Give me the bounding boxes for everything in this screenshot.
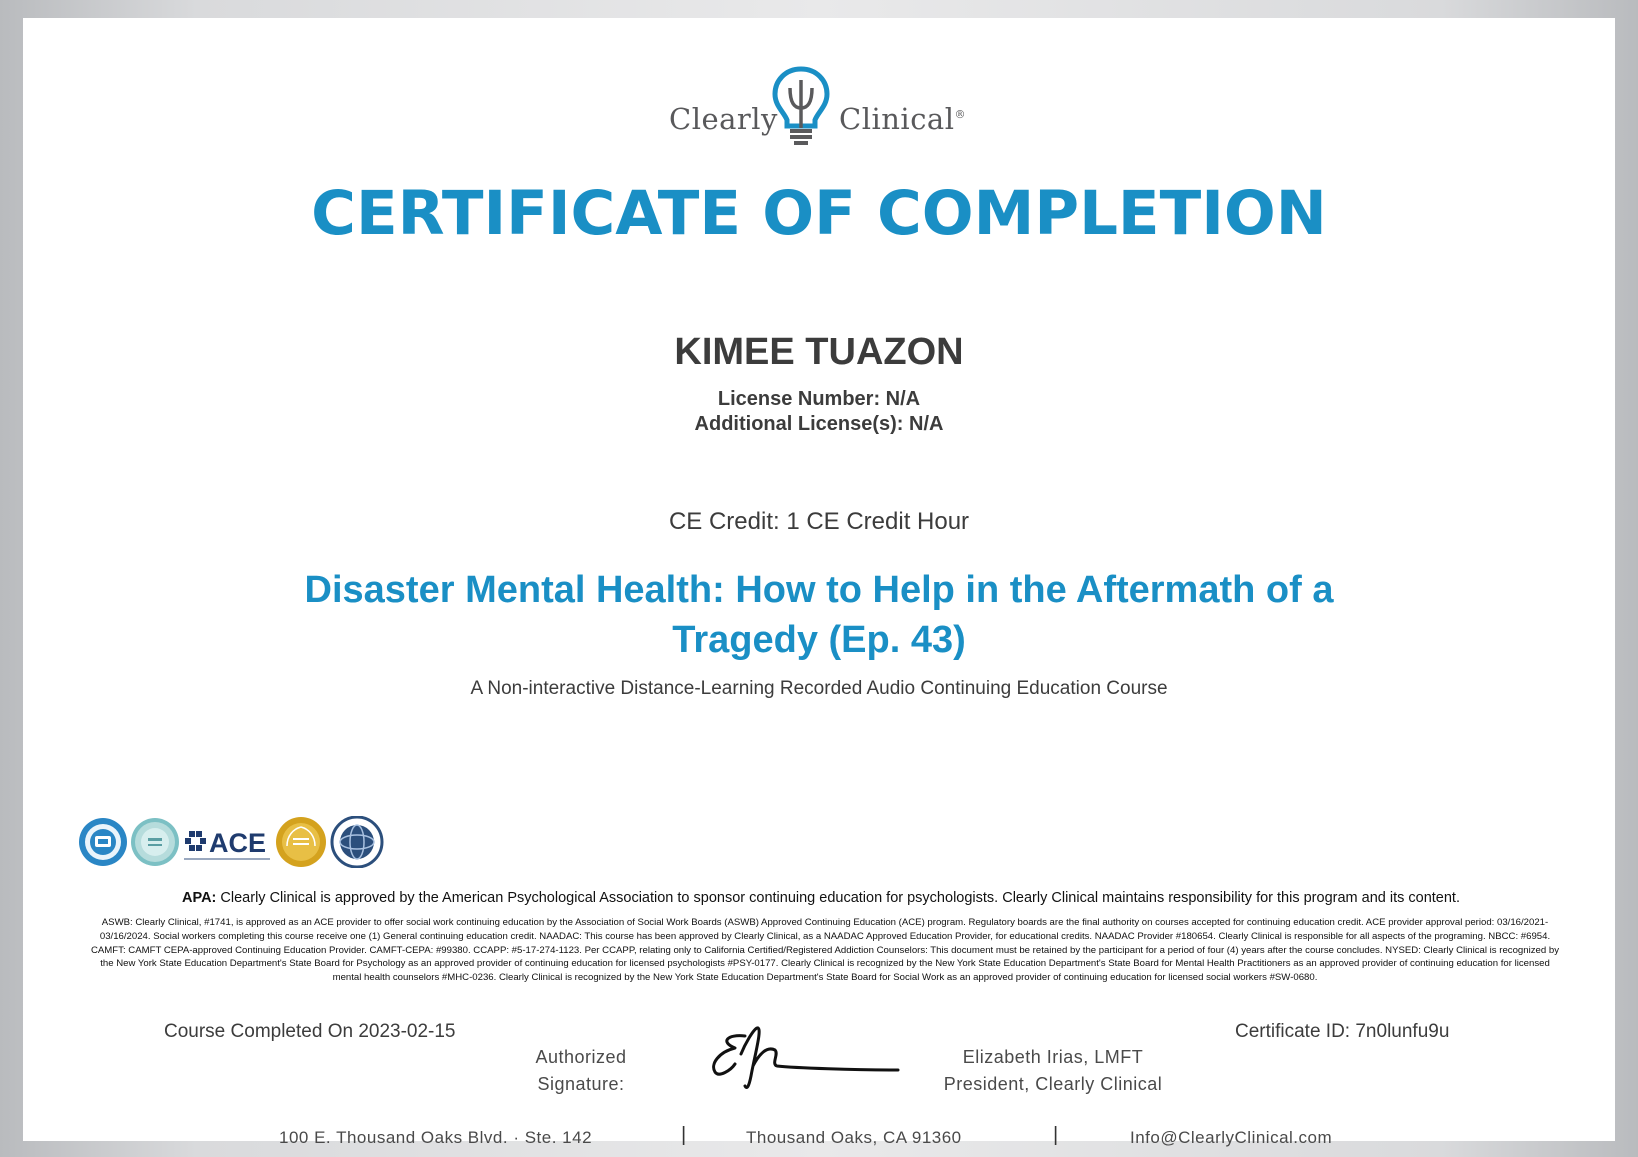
course-subtitle: A Non-interactive Distance-Learning Recorded Audio Continuing Education Course xyxy=(470,678,1168,699)
accreditation-fine-print: ASWB: Clearly Clinical, #1741, is approved as an ACE provider to offer social work continuing education by the Association of Social Work Boards (ASWB) Approved Continuing Education (ACE) program. Regulatory boards are the final authority on courses accepted for continuing education credit. ACE provider approval period: 03/16/2021-03/16/2024. Social workers completing this course receive one (1) General continuing education credit. NAADAC: This course has been approved by Clearly Clinical, as a NAADAC Approved Education Provider, for educational credits. NAADAC Provider #180654. Clearly Clinical is responsible for all aspects of the programing. NBCC: #6954. CAMFT: CAMFT CEPA-approved Continuing Education Provider. CAMFT-CEPA: #99380. CCAPP: #5-17-274-1123. Per CCAPP, relating only to California Certified/Registered Addiction Counselors: This document must be retained by the participant for a period of four (4) years after the course concludes. NYSED: Clearly Clinical is recognized by the New York State Education Department's State Board for Psychology as an approved provider of continuing education for licensed psychologists #PSY-0177. Clearly Clinical is recognized by the New York State Education Department's State Board for Mental Health Practitioners as an approved provider of continuing education for licensed mental health counselors #MHC-0236. Clearly Clinical is recognized by the New York State Education Department's State Board for Social Work as an approved provider of continuing education for licensed social workers #SW-0680. xyxy=(90,917,1559,984)
certificate-title: CERTIFICATE OF COMPLETION xyxy=(311,178,1327,249)
auth-label-line2: Signature: xyxy=(537,1074,625,1094)
nbcc-badge xyxy=(330,816,384,868)
ce-credit: CE Credit: 1 CE Credit Hour xyxy=(668,508,970,535)
recipient-name: KIMEE TUAZON xyxy=(674,331,964,373)
apa-statement xyxy=(41,890,1601,906)
additional-licenses: Additional License(s): N/A xyxy=(694,413,944,435)
lightbulb-psi-icon xyxy=(770,66,832,146)
footer-email[interactable]: Info@ClearlyClinical.com xyxy=(1130,1128,1333,1147)
auth-label-line1: Authorized xyxy=(535,1047,627,1067)
completion-date: Course Completed On 2023-02-15 xyxy=(164,1021,456,1042)
footer-city: Thousand Oaks, CA 91360 xyxy=(746,1128,962,1147)
ace-logo xyxy=(182,816,272,868)
signer-block xyxy=(928,1044,1178,1098)
course-title: Disaster Mental Health: How to Help in the Aftermath of a Tragedy (Ep. 43) xyxy=(304,569,1334,661)
signer-name: Elizabeth Irias, LMFT xyxy=(962,1047,1144,1067)
logo-word-clearly: Clearly xyxy=(669,102,778,136)
footer-separator: | xyxy=(681,1124,687,1146)
license-number: License Number: N/A xyxy=(717,388,921,410)
footer-separator: | xyxy=(1053,1124,1059,1146)
clearly-clinical-logo xyxy=(23,66,1615,166)
certificate-id: Certificate ID: 7n0lunfu9u xyxy=(1235,1021,1450,1042)
apa-text: Clearly Clinical is approved by the American Psychological Association to sponsor continuing education for psychologists. Clearly Clinical maintains responsibility for this program and its content. xyxy=(216,890,1460,906)
ace-logo-text: ACE xyxy=(209,828,267,858)
signer-title: President, Clearly Clinical xyxy=(943,1074,1163,1094)
authorized-signature-label xyxy=(521,1044,641,1098)
footer-address: 100 E. Thousand Oaks Blvd. · Ste. 142 xyxy=(279,1128,593,1147)
certificate-sheet xyxy=(23,18,1615,1147)
ccapp-badge xyxy=(274,816,328,868)
handwritten-signature xyxy=(705,1024,905,1094)
logo-word-clinical: Clinical® xyxy=(839,102,966,136)
apa-badge xyxy=(78,816,128,868)
apa-label: APA: xyxy=(182,890,217,906)
naadac-badge xyxy=(130,816,180,868)
